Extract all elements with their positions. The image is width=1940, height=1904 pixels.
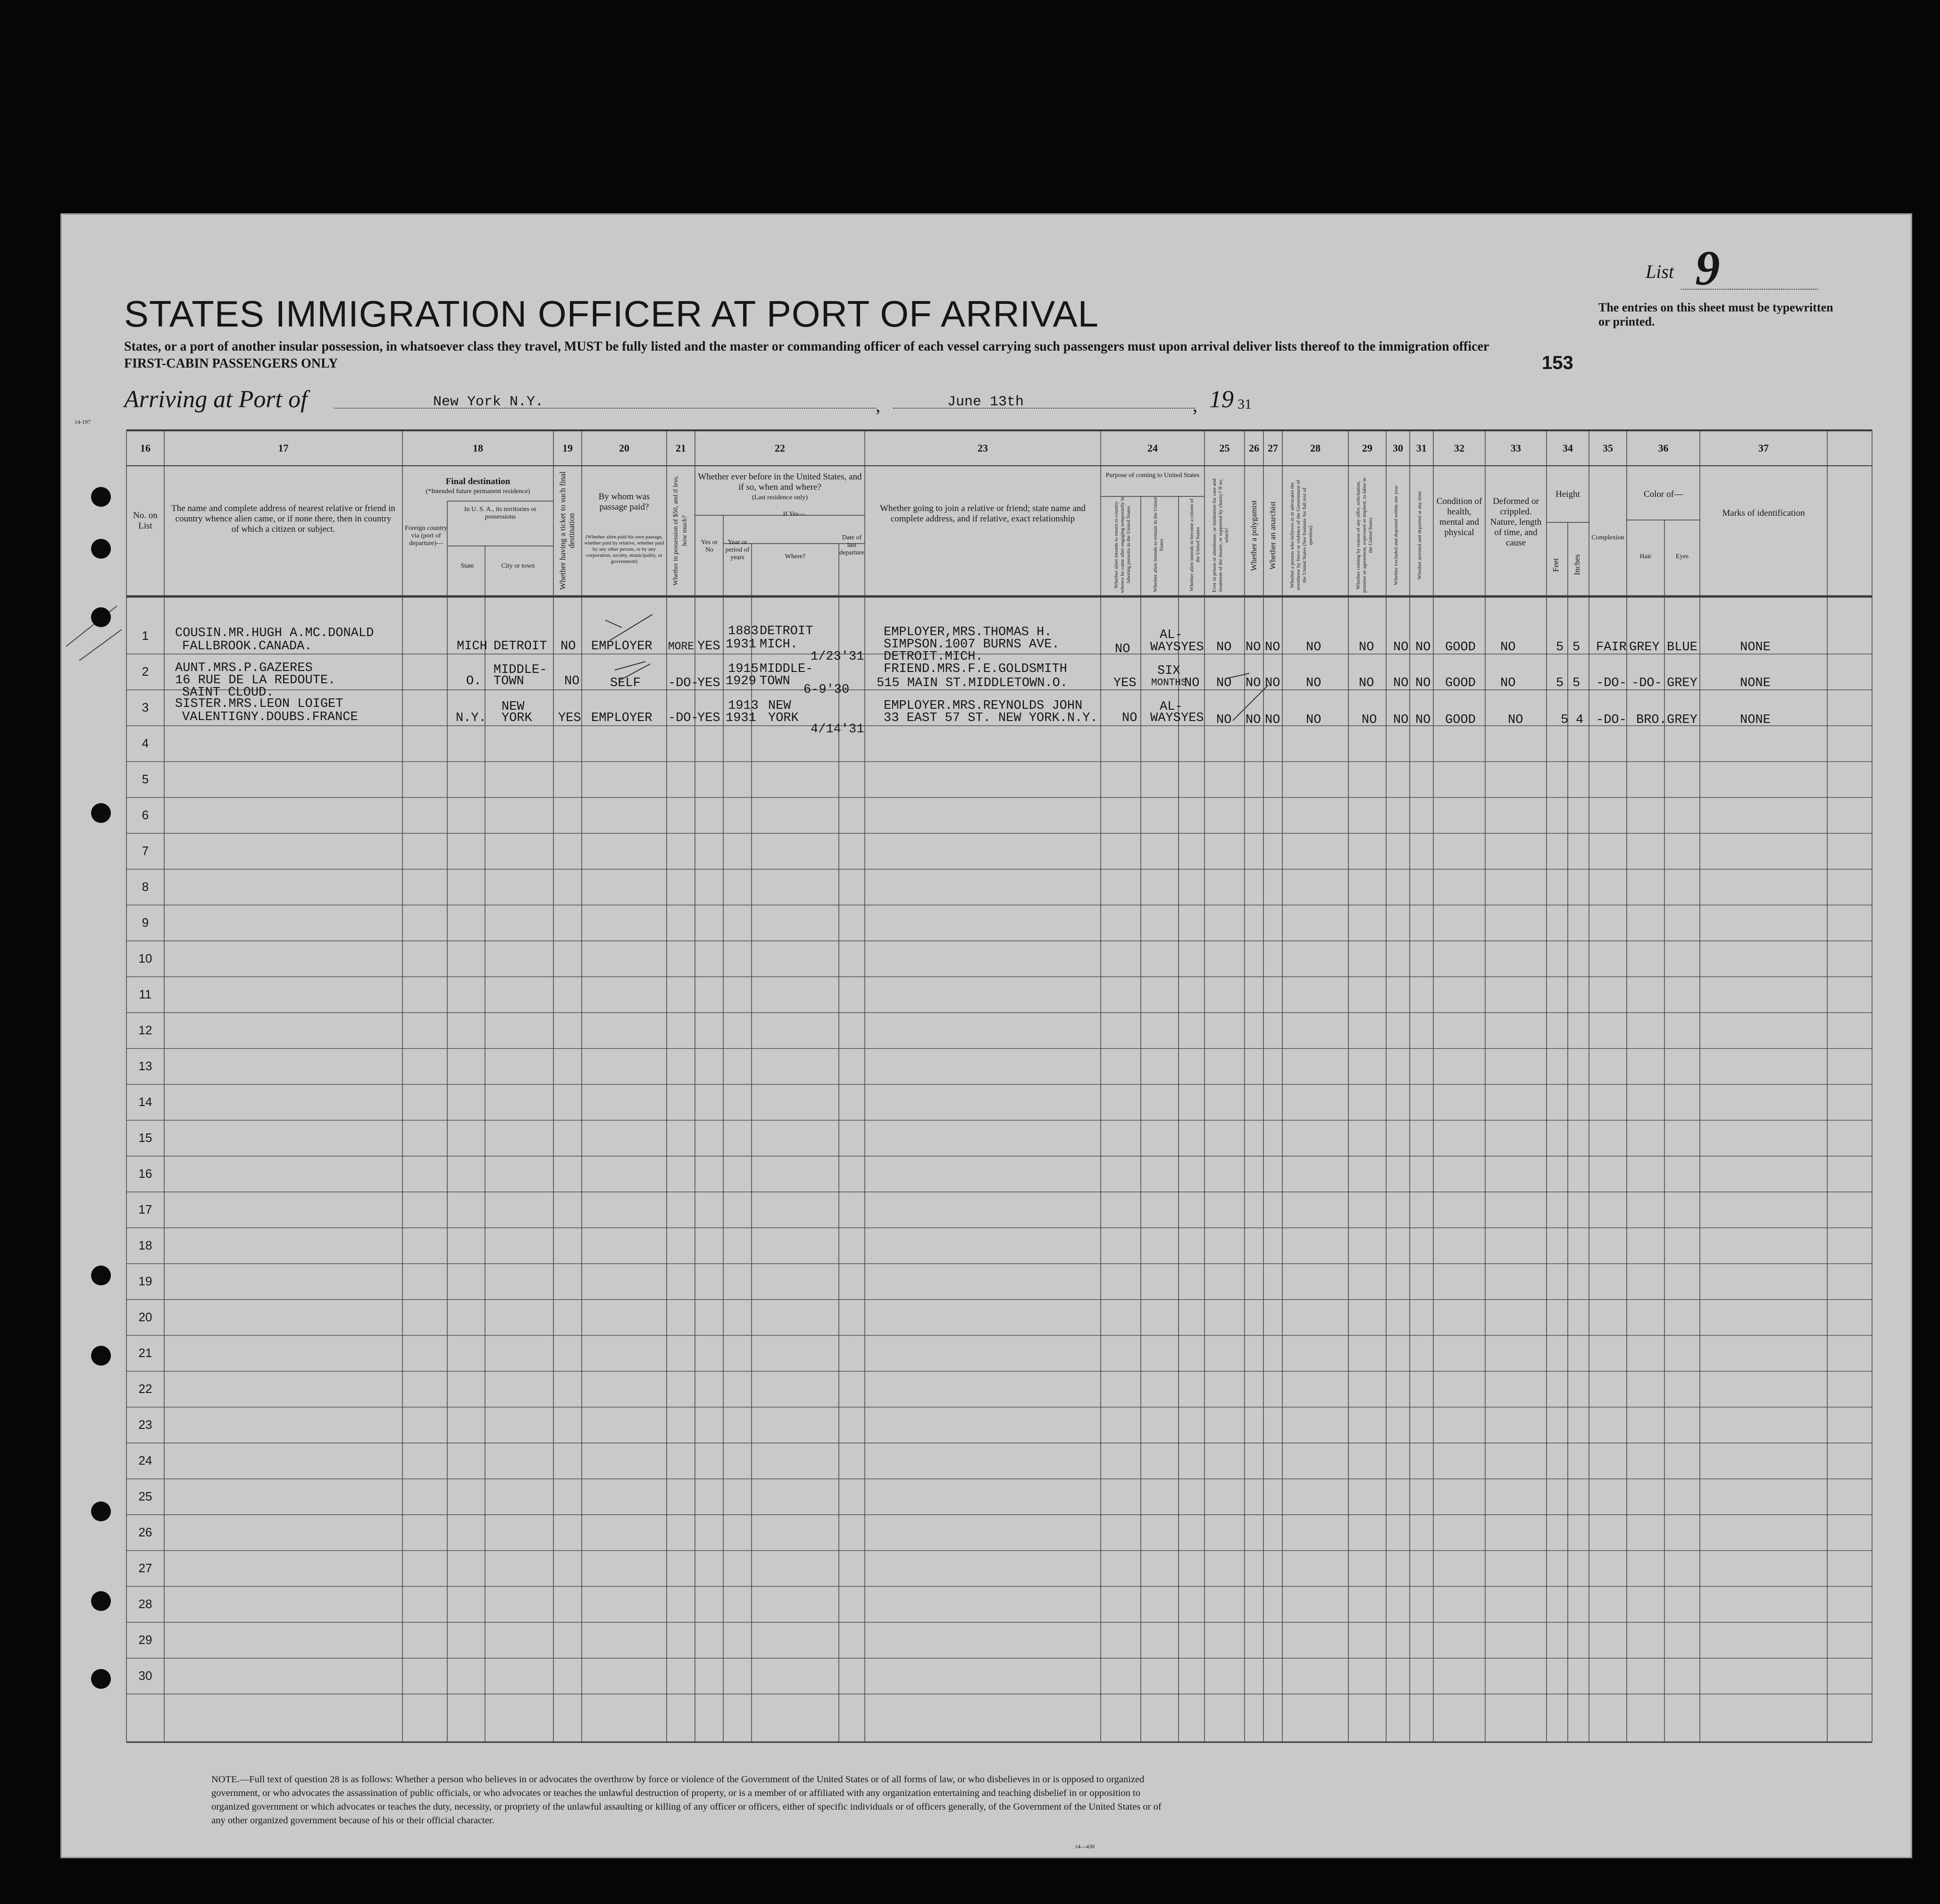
header-year-period: Year or period of years — [725, 539, 750, 561]
row1-remain-line2: WAYS — [1150, 640, 1181, 654]
row2-city-line2: TOWN — [493, 674, 524, 688]
row-number: 12 — [138, 1023, 152, 1037]
header-feet: Feet — [1551, 558, 1560, 572]
row2-join-line1: FRIEND.MRS.F.E.GOLDSMITH — [884, 662, 1067, 676]
header-no-on-list: No. on List — [133, 511, 158, 531]
typing-instructions: The entries on this sheet must be typewritten or printed. — [1598, 301, 1833, 328]
header-in-usa: In U. S. A., its territories or possessions — [464, 506, 537, 520]
row3-relative-line2: VALENTIGNY.DOUBS.FRANCE — [182, 710, 358, 724]
binder-hole — [91, 607, 111, 627]
row3-departure: 4/14'31 — [811, 722, 864, 737]
row2-inches: 5 — [1572, 676, 1580, 690]
header-marks: Marks of identification — [1722, 508, 1805, 518]
header-last-residence: (Last residence only) — [752, 494, 808, 501]
row3-before: YES — [697, 711, 720, 725]
form-number: 14—430 — [1075, 1843, 1095, 1850]
row2-state: O. — [466, 674, 482, 688]
col-number-30: 30 — [1393, 442, 1403, 454]
row3-where-line2: YORK — [768, 711, 799, 725]
binder-hole — [91, 803, 111, 823]
row-number: 10 — [138, 951, 152, 965]
row1-relative-line2: FALLBROOK.CANADA. — [182, 639, 312, 654]
header-final-destination: Final destination — [445, 477, 510, 486]
row2-feet: 5 — [1556, 676, 1564, 690]
row1-overthrow: NO — [1306, 640, 1321, 654]
binder-hole — [91, 1266, 111, 1285]
col-number-26: 26 — [1249, 442, 1259, 454]
row-number: 22 — [138, 1382, 152, 1396]
header-state: State — [460, 562, 474, 570]
row1-join-line2: SIMPSON.1007 BURNS AVE. — [884, 637, 1060, 652]
row1-where-line1: DETROIT — [760, 624, 813, 638]
binder-hole — [91, 1501, 111, 1521]
col-number-21: 21 — [676, 442, 686, 454]
header-purpose-return: Whether alien intends to return to country whence he came after engaging temporarily in laboring pursuits in the United States — [1113, 496, 1131, 593]
col-number-16: 16 — [140, 442, 151, 454]
footnote: NOTE.—Full text of question 28 is as follows: Whether a person who believes in or advocates the overthrow by force or violence of the Government of the United States or of all forms of law, or who disbelieves in or is opposed to organized government, or who advocates the assassination of public officials, or who advocates or teaches the unlawful destruction of property, or is a member of or affiliated with any organization entertaining and teaching disbelief in or opposition to organized government or which advocates or teaches the duty, necessity, or propriety of the unlawful assaulting or killing of any officer or officers, either of specific individuals or of officers generally, of the Government of the United States or of any other organized government because of his or their official character. — [211, 1774, 1162, 1826]
row3-deformed: NO — [1508, 713, 1523, 727]
col-number-32: 32 — [1454, 442, 1464, 454]
row2-city-line1: MIDDLE- — [493, 663, 547, 677]
row1-hair: GREY — [1629, 640, 1660, 654]
row3-remain-line1: AL- — [1160, 700, 1183, 714]
col-number-27: 27 — [1268, 442, 1278, 454]
row2-polygamist: NO — [1246, 676, 1261, 690]
row3-join-line2: 33 EAST 57 ST. NEW YORK.N.Y. — [884, 711, 1098, 725]
header-foreign-country: Foreign country via (port of departure)— — [405, 525, 447, 547]
row2-relative-line3: SAINT CLOUD. — [182, 686, 274, 700]
row3-complexion: -DO- — [1596, 713, 1627, 727]
col-number-23: 23 — [978, 442, 988, 454]
row2-years-line2: 1929 — [726, 674, 756, 688]
row-number: 19 — [138, 1274, 152, 1288]
row2-money: -DO- — [668, 676, 699, 690]
col-number-18: 18 — [473, 442, 483, 454]
header-passage-paid: By whom was passage paid? — [598, 492, 650, 512]
row-number: 8 — [142, 880, 149, 894]
col-number-29: 29 — [1362, 442, 1372, 454]
header-offer: Whether coming by reason of any offer, solicitation, promise or agreement, expressed or implied, to labor in the United States — [1355, 478, 1373, 593]
row-number: 9 — [142, 915, 149, 930]
row1-inches: 5 — [1572, 640, 1580, 654]
row1-excluded: NO — [1393, 640, 1409, 654]
row1-city: DETROIT — [493, 639, 547, 654]
col-number-19: 19 — [562, 442, 573, 454]
row2-eyes: GREY — [1667, 676, 1698, 690]
header-ticket: Whether having a ticket to such final destination — [558, 471, 576, 590]
row3-join-line1: EMPLOYER.MRS.REYNOLDS JOHN — [884, 699, 1083, 713]
row1-paid-by: EMPLOYER — [591, 639, 652, 654]
header-hair: Hair — [1639, 553, 1652, 560]
row2-departure: 6-9'30 — [803, 683, 850, 697]
row3-health: GOOD — [1445, 713, 1476, 727]
row-number: 16 — [138, 1166, 152, 1181]
row3-state: N.Y. — [456, 711, 486, 725]
col-number-34: 34 — [1563, 442, 1573, 454]
header-arrested: Whether arrested and deported at any time — [1417, 491, 1422, 579]
list-label: List — [1646, 261, 1674, 282]
arriving-label: Arriving at Port of — [124, 386, 308, 413]
header-if-yes: If Yes— — [783, 511, 805, 518]
row-number: 23 — [138, 1418, 152, 1432]
form-grid — [60, 213, 1912, 1858]
manifest-sheet — [60, 213, 1912, 1858]
row2-join-line2: 515 MAIN ST.MIDDLETOWN.O. — [877, 676, 1068, 690]
col-number-28: 28 — [1310, 442, 1321, 454]
row3-prison: NO — [1216, 713, 1232, 727]
row2-years-line1: 1915 — [728, 662, 759, 676]
row-number: 21 — [138, 1346, 152, 1360]
row3-anarchist: NO — [1265, 713, 1280, 727]
row-number: 11 — [139, 987, 152, 1001]
col-number-22: 22 — [775, 442, 785, 454]
row1-complexion: FAIR — [1596, 640, 1627, 654]
row1-where-line2: MICH. — [760, 637, 798, 652]
row3-arrested: NO — [1415, 713, 1431, 727]
header-city: City or town — [501, 562, 535, 570]
row1-before: YES — [697, 639, 720, 654]
col-number-35: 35 — [1603, 442, 1613, 454]
header-health: Condition of health, mental and physical — [1436, 496, 1482, 537]
col-number-24: 24 — [1147, 442, 1158, 454]
header-color-of: Color of— — [1644, 489, 1683, 499]
row-number: 5 — [142, 772, 149, 786]
row1-deformed: NO — [1500, 640, 1516, 654]
row-number: 17 — [138, 1202, 152, 1216]
row3-overthrow: NO — [1306, 713, 1321, 727]
header-where: Where? — [785, 553, 806, 560]
page-title: STATES IMMIGRATION OFFICER AT PORT OF ARRIVAL — [124, 293, 1099, 335]
header-polygamist: Whether a polygamist — [1249, 500, 1258, 571]
header-purpose-remain: Whether alien intends to remain in the United States — [1153, 497, 1164, 593]
row-number: 6 — [142, 808, 149, 822]
list-number: 9 — [1695, 240, 1720, 295]
date-value: June 13th — [947, 394, 1024, 410]
row2-paid-by: SELF — [610, 676, 641, 690]
row3-polygamist: NO — [1246, 713, 1261, 727]
port-value: New York N.Y. — [433, 394, 544, 410]
row2-citizen: NO — [1184, 676, 1200, 690]
row1-departure: 1/23'31 — [811, 650, 864, 664]
col-number-17: 17 — [278, 442, 289, 454]
row2-complexion: -DO- — [1596, 676, 1627, 690]
row-number: 1 — [142, 629, 149, 643]
row3-inches: 4 — [1576, 713, 1584, 727]
row1-feet: 5 — [1556, 640, 1564, 654]
row3-remain-line2: WAYS — [1150, 711, 1181, 725]
row3-excluded: NO — [1393, 713, 1409, 727]
row1-join-line3: DETROIT.MICH. — [884, 650, 983, 664]
header-final-destination-sub: (*Intended future permanent residence) — [426, 488, 530, 495]
row2-where-line2: TOWN — [760, 674, 790, 688]
col-number-20: 20 — [619, 442, 629, 454]
row1-anarchist: NO — [1265, 640, 1280, 654]
year-prefix: 19 — [1209, 386, 1234, 413]
row2-health: GOOD — [1445, 676, 1476, 690]
row1-relative-line1: COUSIN.MR.HUGH A.MC.DONALD — [175, 626, 374, 640]
row2-return: YES — [1113, 676, 1137, 690]
row3-years-line1: 1913 — [728, 699, 759, 713]
row-number: 20 — [138, 1310, 152, 1324]
header-ever-before: Whether ever before in the United States, and if so, when and where? — [698, 472, 862, 492]
header-excluded: Whether excluded and deported within one year — [1393, 485, 1399, 586]
header-join-relative: Whether going to join a relative or friend; state name and complete address, and if relative, exact relationship — [880, 503, 1086, 524]
row3-money: -DO- — [668, 711, 699, 725]
col-number-25: 25 — [1219, 442, 1230, 454]
row2-offer: NO — [1359, 676, 1374, 690]
row1-years-line2: 1931 — [726, 637, 756, 652]
row-number: 30 — [138, 1669, 152, 1683]
row2-deformed: NO — [1500, 676, 1516, 690]
header-complexion: Complexion — [1591, 534, 1624, 541]
row3-marks: NONE — [1740, 713, 1771, 727]
row1-health: GOOD — [1445, 640, 1476, 654]
row-number: 28 — [138, 1597, 152, 1611]
row-number: 14 — [138, 1095, 152, 1109]
row2-remain-line2: MONTHS — [1151, 678, 1187, 688]
row2-ticket: NO — [564, 674, 580, 688]
header-deformed: Deformed or crippled. Nature, length of time, and cause — [1490, 496, 1542, 548]
row2-excluded: NO — [1393, 676, 1409, 690]
header-relative-friend: The name and complete address of nearest relative or friend in country whence alien came, or if none there, then in country of which a citizen or subject. — [171, 503, 395, 534]
row-number: 15 — [138, 1131, 152, 1145]
row3-eyes: GREY — [1667, 713, 1698, 727]
row2-where-line1: MIDDLE- — [760, 662, 813, 676]
row2-overthrow: NO — [1306, 676, 1321, 690]
row1-remain-line1: AL- — [1160, 628, 1183, 642]
header-purpose-citizen: Whether alien intends to become a citizen of the United States — [1189, 498, 1201, 591]
binder-hole — [91, 539, 111, 559]
header-anarchist: Whether an anarchist — [1268, 501, 1277, 570]
header-inches: Inches — [1572, 554, 1581, 576]
binder-hole — [91, 487, 111, 507]
row1-years-line1: 1883 — [728, 624, 759, 638]
row3-feet: 5 — [1561, 713, 1569, 727]
row-number: 13 — [138, 1059, 152, 1073]
row-number: 29 — [138, 1633, 152, 1647]
header-eyes: Eyes — [1675, 553, 1689, 560]
row-number: 4 — [142, 736, 149, 750]
row3-ticket: YES — [558, 711, 581, 725]
binder-hole — [91, 1346, 111, 1366]
row2-hair: -DO- — [1631, 676, 1662, 690]
binder-hole — [91, 1669, 111, 1689]
row1-marks: NONE — [1740, 640, 1771, 654]
col-number-33: 33 — [1511, 442, 1521, 454]
row-number: 27 — [138, 1561, 152, 1575]
header-height: Height — [1555, 489, 1580, 499]
row3-citizen: YES — [1181, 711, 1204, 725]
row-number: 24 — [138, 1453, 152, 1468]
row3-where-line1: NEW — [768, 699, 791, 713]
col-number-37: 37 — [1758, 442, 1769, 454]
row-number: 25 — [138, 1489, 152, 1503]
row1-prison: NO — [1216, 640, 1232, 654]
row-number: 18 — [138, 1238, 152, 1252]
year-suffix: 31 — [1238, 396, 1252, 412]
row2-marks: NONE — [1740, 676, 1771, 690]
row1-offer: NO — [1359, 640, 1374, 654]
row2-prison: NO — [1216, 676, 1232, 690]
binder-hole — [91, 1591, 111, 1611]
row1-return: NO — [1115, 642, 1130, 656]
date-comma: , — [1193, 394, 1197, 416]
header-passage-paid-sub: (Whether alien paid his own passage, whether paid by relative, whether paid by any other person, or by any corporation, society, municipality, or government) — [584, 534, 664, 564]
row-number: 7 — [142, 844, 149, 858]
row3-paid-by: EMPLOYER — [591, 711, 652, 725]
header-yes-no: Yes or No — [701, 539, 718, 554]
row1-ticket: NO — [560, 639, 576, 654]
row2-relative-line1: AUNT.MRS.P.GAZERES — [175, 661, 313, 675]
row3-relative-line1: SISTER.MRS.LEON LOIGET — [175, 697, 343, 711]
header-purpose: Purpose of coming to United States — [1105, 472, 1200, 479]
sheet-number: 153 — [1542, 352, 1573, 373]
row1-eyes: BLUE — [1667, 640, 1698, 654]
row2-remain-line1: SIX — [1157, 664, 1180, 678]
header-date-departure: Date of last departure — [839, 534, 864, 556]
row3-return: NO — [1122, 711, 1137, 725]
row-number: 3 — [142, 700, 149, 714]
row3-hair: BRO. — [1636, 713, 1667, 727]
row1-arrested: NO — [1415, 640, 1431, 654]
row1-join-line1: EMPLOYER,MRS.THOMAS H. — [884, 625, 1052, 639]
header-overthrow: Whether a person who believes in or advocates the overthrow by force or violence of the Government of the United States (See footnote for full text of question) — [1289, 480, 1313, 591]
class-line: FIRST-CABIN PASSENGERS ONLY — [124, 356, 338, 371]
row2-anarchist: NO — [1265, 676, 1280, 690]
row1-citizen: YES — [1181, 640, 1204, 654]
col-number-31: 31 — [1416, 442, 1427, 454]
port-comma: , — [876, 394, 880, 416]
row3-offer: NO — [1362, 713, 1377, 727]
row1-polygamist: NO — [1246, 640, 1261, 654]
header-fifty-dollars: Whether in possession of $50, and if less, how much? — [672, 476, 688, 586]
row2-arrested: NO — [1415, 676, 1431, 690]
row1-money: MORE — [668, 640, 694, 653]
corner-mark: 14-197 — [75, 419, 91, 425]
row2-relative-line2: 16 RUE DE LA REDOUTE. — [175, 673, 336, 688]
row-number: 2 — [142, 664, 149, 679]
header-prison: Ever in prison or almshouse, or institution for care and treatment of the insane, or supported by charity? If so, which? — [1212, 478, 1229, 592]
row-number: 26 — [138, 1525, 152, 1539]
row3-city-line2: YORK — [502, 711, 532, 725]
rule-sentence: States, or a port of another insular possession, in whatsoever class they travel, MUST be fully listed and the master or commanding officer of each vessel carrying such passengers must upon arrival deliver lists thereof to the immigration officer — [124, 339, 1489, 354]
row2-before: YES — [697, 676, 720, 690]
row3-city-line1: NEW — [502, 700, 525, 714]
row1-state: MICH — [457, 639, 487, 654]
col-number-36: 36 — [1658, 442, 1669, 454]
row3-years-line2: 1931 — [726, 711, 756, 725]
